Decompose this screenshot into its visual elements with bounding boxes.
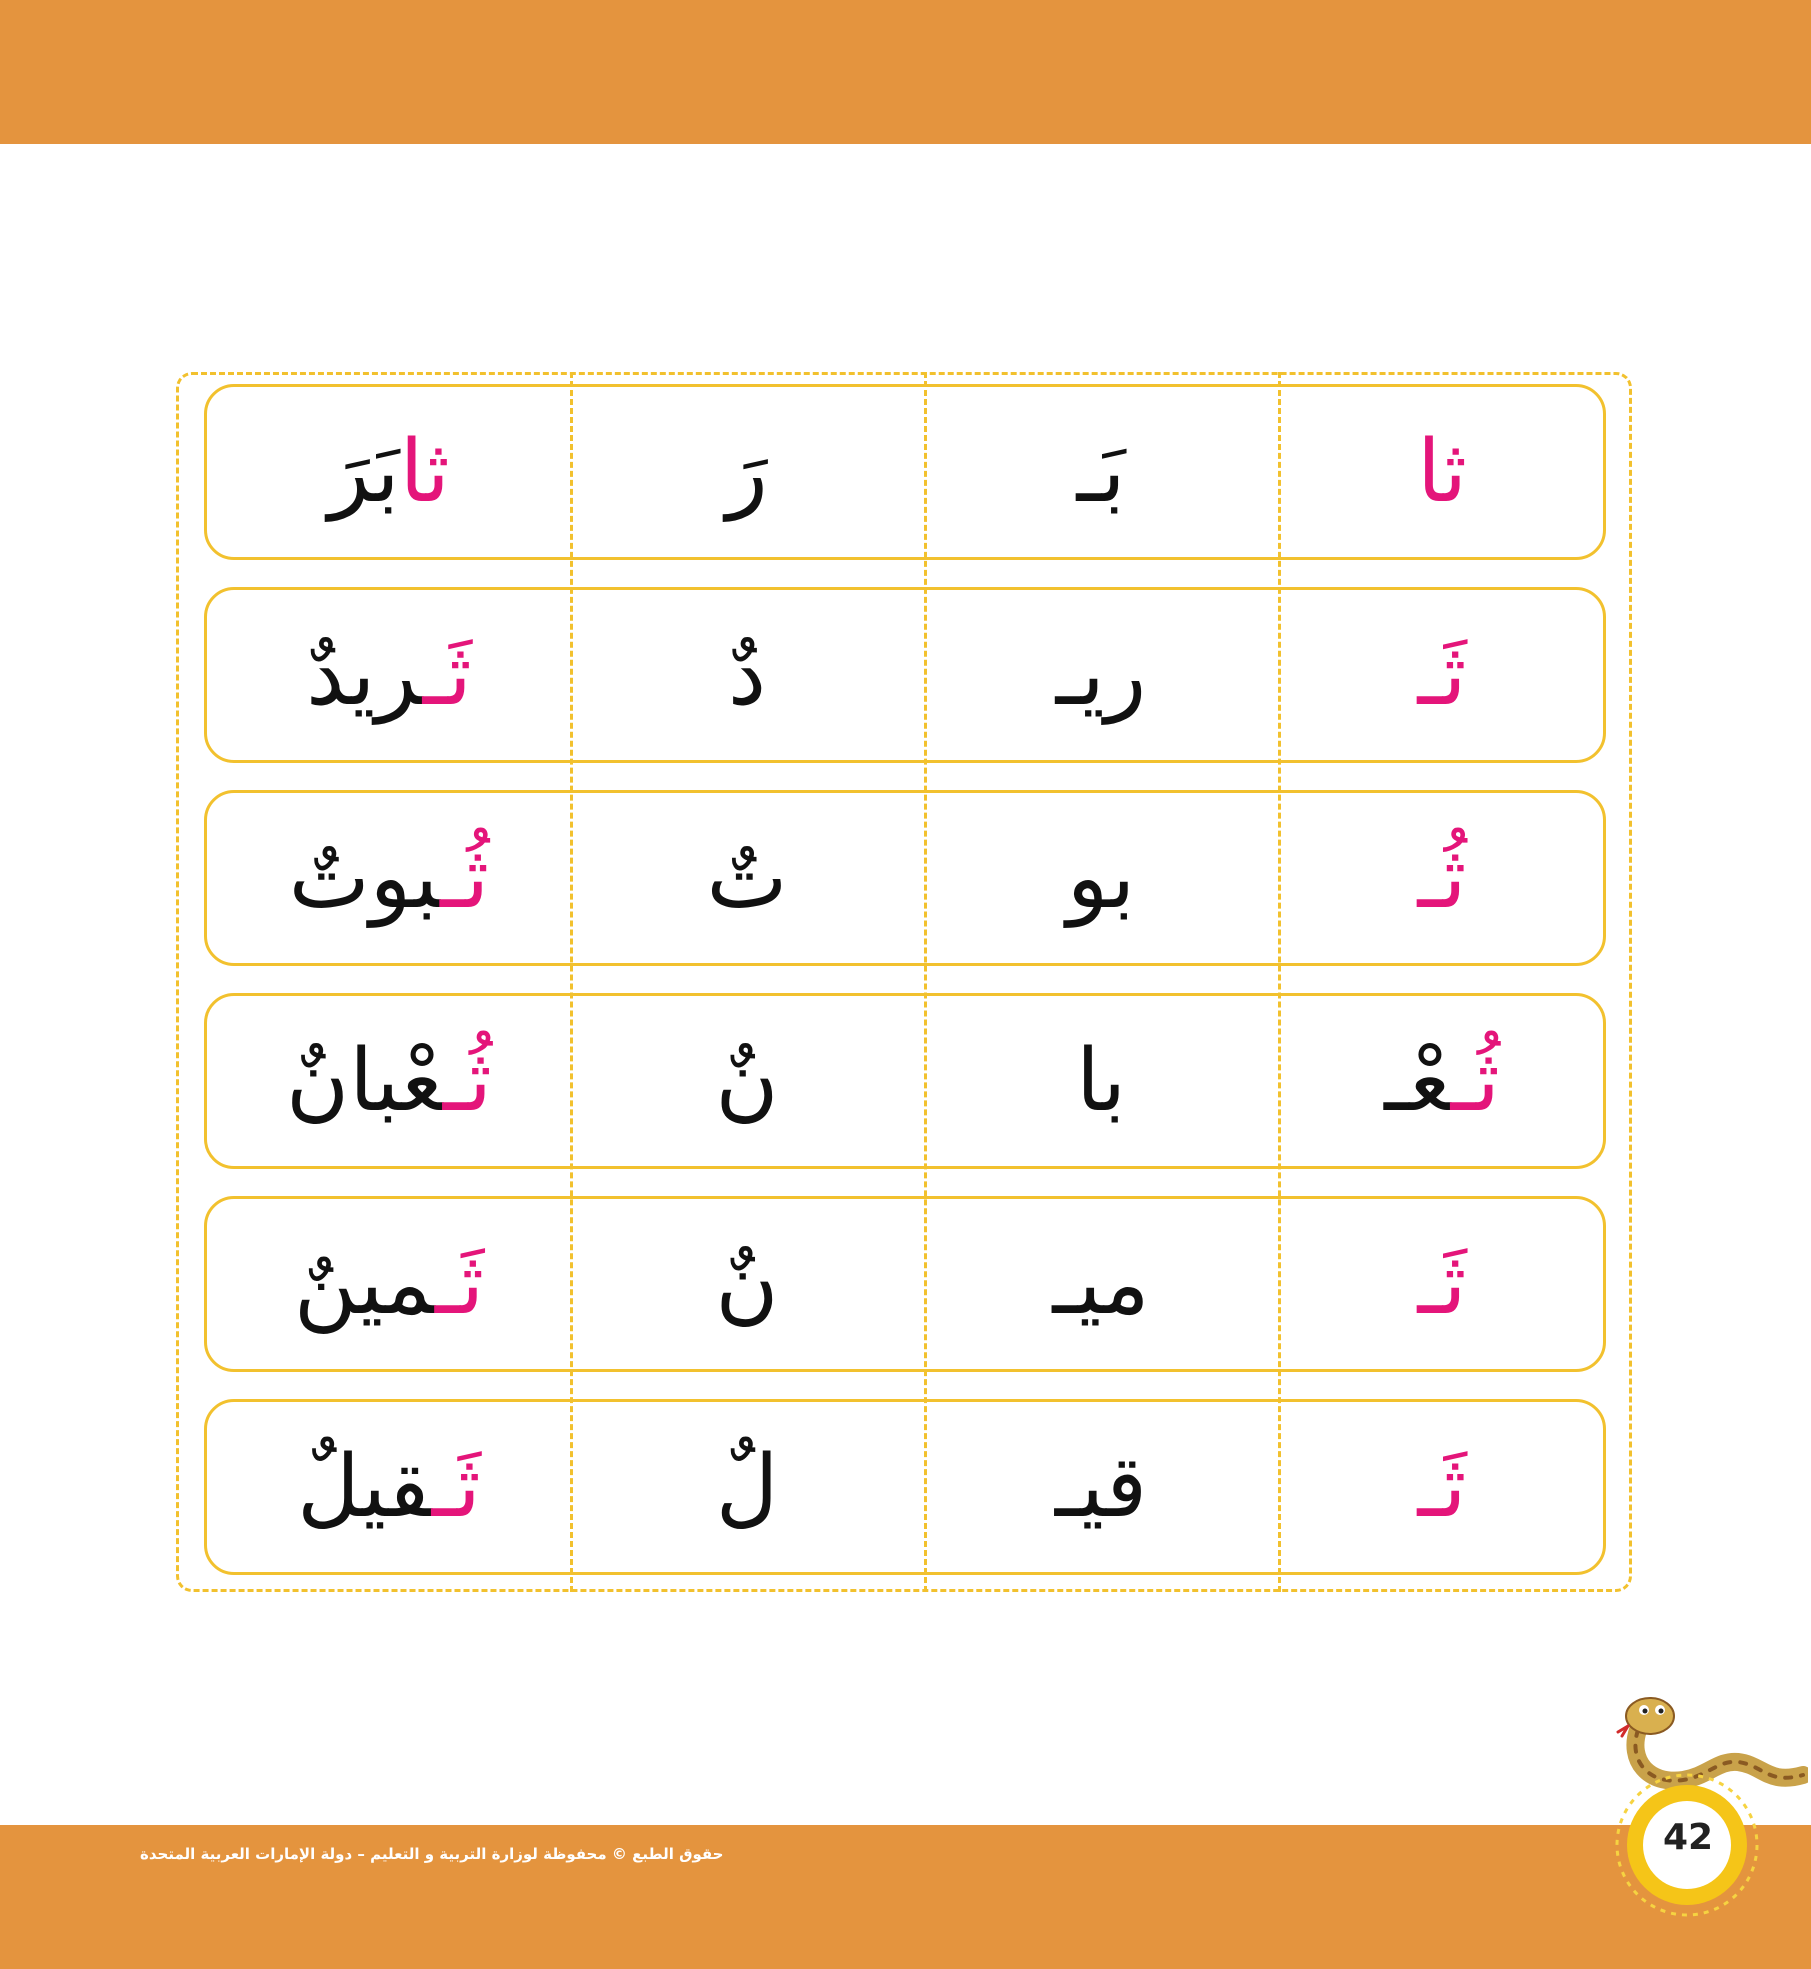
syllable-cell-3 [576, 1196, 918, 1372]
word-cell [214, 587, 564, 763]
remaining-letters: دٌ [727, 625, 767, 725]
copyright-text: حقوق الطبع © محفوظة لوزارة التربية و التعليم – دولة الإمارات العربية المتحدة [140, 1845, 724, 1863]
remaining-letters: تٌ [706, 828, 788, 928]
syllable-cell-3 [576, 384, 918, 560]
syllable-cell-2 [930, 1399, 1272, 1575]
remaining-letters: مينٌ [293, 1234, 435, 1334]
remaining-letters: ريدٌ [306, 625, 423, 725]
highlighted-letter: ثَـ [435, 1234, 485, 1334]
cell-text [1384, 1031, 1500, 1131]
syllable-cell-2 [930, 790, 1272, 966]
highlighted-letter: ثَـ [431, 1437, 481, 1537]
remaining-letters: قيـ [1054, 1437, 1148, 1537]
cell-text [1055, 625, 1147, 725]
cell-text [726, 422, 768, 522]
remaining-letters: بَـ [1076, 422, 1126, 522]
top-header-band [0, 0, 1811, 144]
syllable-cell-1 [1284, 993, 1600, 1169]
cell-text [1416, 422, 1468, 522]
remaining-letters: عْبانٌ [286, 1031, 443, 1131]
highlighted-letter: ثَـ [1417, 1437, 1467, 1537]
syllable-cell-1 [1284, 1399, 1600, 1575]
cell-text [715, 1031, 779, 1131]
cell-text [1417, 828, 1467, 928]
word-cell [214, 993, 564, 1169]
cell-text [1417, 1437, 1467, 1537]
syllable-cell-1 [1284, 384, 1600, 560]
syllable-cell-1 [1284, 587, 1600, 763]
remaining-letters: بوتٌ [288, 828, 441, 928]
cell-text [306, 625, 472, 725]
cell-text [1066, 828, 1136, 928]
highlighted-letter: ثُـ [440, 828, 490, 928]
syllable-cell-3 [576, 1399, 918, 1575]
cell-text [288, 828, 490, 928]
highlighted-letter: ثا [1416, 422, 1468, 522]
remaining-letters: ريـ [1055, 625, 1147, 725]
word-cell [214, 384, 564, 560]
remaining-letters: نٌ [715, 1031, 779, 1131]
word-cell [214, 1196, 564, 1372]
remaining-letters: عْـ [1384, 1031, 1451, 1131]
syllable-cell-2 [930, 587, 1272, 763]
cell-text [293, 1234, 485, 1334]
highlighted-letter: ثَـ [1417, 625, 1467, 725]
cell-text [715, 1437, 779, 1537]
cell-text [715, 1234, 779, 1334]
syllable-cell-3 [576, 587, 918, 763]
remaining-letters: بو [1066, 828, 1136, 928]
page-number: 42 [1662, 1816, 1714, 1858]
remaining-letters: نٌ [715, 1234, 779, 1334]
remaining-letters: لٌ [715, 1437, 779, 1537]
cell-text [1417, 1234, 1467, 1334]
syllable-cell-3 [576, 993, 918, 1169]
word-cell [214, 790, 564, 966]
syllable-cell-1 [1284, 1196, 1600, 1372]
highlighted-letter: ثُـ [1417, 828, 1467, 928]
cell-text [1417, 625, 1467, 725]
cell-text [328, 422, 450, 522]
highlighted-letter: ثَـ [1417, 1234, 1467, 1334]
highlighted-letter: ثُـ [1450, 1031, 1500, 1131]
cell-text [297, 1437, 481, 1537]
syllable-cell-1 [1284, 790, 1600, 966]
cell-text [286, 1031, 492, 1131]
remaining-letters: بَرَ [328, 422, 400, 522]
remaining-letters: با [1075, 1031, 1127, 1131]
highlighted-letter: ثا [399, 422, 450, 522]
syllable-cell-2 [930, 993, 1272, 1169]
highlighted-letter: ثَـ [422, 625, 472, 725]
cell-text [1054, 1437, 1148, 1537]
cell-text [1075, 1031, 1127, 1131]
highlighted-letter: ثُـ [442, 1031, 492, 1131]
cell-text [727, 625, 767, 725]
syllable-cell-2 [930, 384, 1272, 560]
cell-text [1052, 1234, 1150, 1334]
cell-text [706, 828, 788, 928]
cell-text [1076, 422, 1126, 522]
word-cell [214, 1399, 564, 1575]
remaining-letters: رَ [726, 422, 768, 522]
remaining-letters: ميـ [1052, 1234, 1150, 1334]
syllable-cell-2 [930, 1196, 1272, 1372]
syllable-cell-3 [576, 790, 918, 966]
remaining-letters: قيلٌ [297, 1437, 432, 1537]
